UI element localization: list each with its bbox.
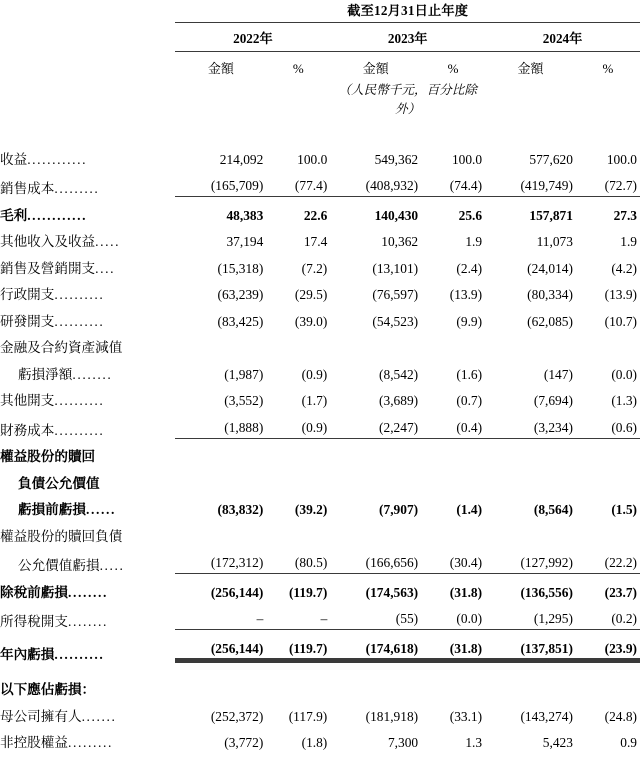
year-header-row bbox=[0, 23, 640, 51]
leader-dots: ..... bbox=[99, 558, 125, 573]
cell-amount-2022: (172,312) bbox=[175, 545, 266, 575]
cell-amount-2022: (83,832) bbox=[217, 502, 264, 517]
cell-amount-2023: (408,932) bbox=[330, 168, 421, 198]
cell-amount-2022: (83,425) bbox=[217, 313, 264, 329]
cell-amount-2024: 157,871 bbox=[529, 207, 573, 223]
cell-percent-2022: (77.4) bbox=[266, 168, 330, 198]
cell-percent-2024: (72.7) bbox=[576, 168, 640, 198]
cell-amount-2023 bbox=[330, 465, 421, 492]
table-row bbox=[0, 725, 640, 752]
subheader-amount-2023: 金額 bbox=[362, 61, 389, 76]
cell-percent-2024: 100.0 bbox=[606, 151, 637, 167]
year-header-2023: 2023年 bbox=[387, 31, 428, 46]
table-row bbox=[0, 465, 640, 492]
cell-amount-2022: (252,372) bbox=[210, 708, 264, 724]
cell-percent-2023: (74.4) bbox=[421, 168, 485, 198]
cell-amount-2022: (3,772) bbox=[224, 735, 264, 750]
cell-percent-2024: (23.7) bbox=[604, 584, 637, 600]
subheader-percent-2022: % bbox=[292, 61, 304, 76]
leader-dots: .......... bbox=[54, 646, 105, 662]
cell-amount-2022: 48,383 bbox=[226, 207, 264, 223]
cell-percent-2023: 1.3 bbox=[465, 735, 483, 750]
row-label: 年內虧損.......... bbox=[0, 646, 105, 662]
cell-percent-2023 bbox=[421, 518, 485, 545]
note-spacer bbox=[0, 78, 175, 119]
note-spacer-2024 bbox=[485, 78, 640, 119]
cell-amount-2022: (256,144) bbox=[210, 584, 264, 600]
cell-percent-2024: 0.9 bbox=[620, 735, 637, 750]
cell-percent-2023: (33.1) bbox=[449, 708, 483, 724]
leader-dots: ......... bbox=[67, 735, 113, 750]
row-label: 公允價值虧損..... bbox=[18, 558, 125, 573]
row-label: 研發開支.......... bbox=[0, 313, 105, 329]
cell-percent-2023: 25.6 bbox=[458, 207, 483, 223]
cell-percent-2023: (0.4) bbox=[421, 409, 485, 439]
cell-percent-2022: (29.5) bbox=[294, 287, 328, 302]
cell-amount-2022 bbox=[175, 330, 266, 357]
cell-amount-2023: (54,523) bbox=[372, 313, 419, 329]
subheader-spacer bbox=[0, 52, 175, 78]
cell-amount-2022: 214,092 bbox=[219, 151, 264, 167]
leader-dots: .......... bbox=[54, 422, 105, 438]
cell-amount-2023: (3,689) bbox=[379, 393, 419, 408]
cell-amount-2024 bbox=[485, 465, 576, 492]
table-row bbox=[0, 601, 640, 631]
row-label: 財務成本.......... bbox=[0, 422, 105, 438]
period-title: 截至12月31日止年度 bbox=[347, 3, 469, 18]
row-label: 負債公允價值 bbox=[18, 475, 100, 491]
cell-percent-2023 bbox=[421, 465, 485, 492]
table-row bbox=[0, 698, 640, 725]
cell-amount-2022: – bbox=[175, 601, 266, 631]
cell-amount-2022: (3,552) bbox=[224, 393, 264, 408]
row-label: 母公司擁有人....... bbox=[0, 708, 117, 724]
cell-percent-2022 bbox=[266, 465, 330, 492]
row-label: 銷售成本......... bbox=[0, 181, 100, 196]
cell-amount-2023: (181,918) bbox=[365, 708, 419, 724]
cell-percent-2024 bbox=[576, 465, 640, 492]
cell-percent-2022: (119.7) bbox=[266, 630, 330, 663]
cell-percent-2022: 100.0 bbox=[297, 151, 328, 167]
cell-percent-2022 bbox=[266, 439, 330, 466]
cell-percent-2022: (117.9) bbox=[288, 708, 328, 724]
cell-amount-2024 bbox=[485, 330, 576, 357]
table-row bbox=[0, 197, 640, 224]
table-row bbox=[0, 330, 640, 357]
cell-percent-2023: (13.9) bbox=[449, 287, 483, 302]
table-row bbox=[0, 250, 640, 277]
header-spacer bbox=[0, 0, 175, 22]
leader-dots: ............ bbox=[27, 151, 88, 167]
row-label: 收益............ bbox=[0, 151, 88, 167]
leader-dots: ..... bbox=[95, 234, 121, 249]
table-row bbox=[0, 545, 640, 575]
subheader-amount-2024: 金額 bbox=[517, 61, 544, 76]
cell-percent-2023: (0.0) bbox=[421, 601, 485, 631]
subheader-amount-2022: 金額 bbox=[207, 61, 234, 76]
cell-percent-2024: (24.8) bbox=[604, 708, 637, 724]
cell-amount-2024: (127,992) bbox=[485, 545, 576, 575]
cell-percent-2022: (0.9) bbox=[301, 366, 328, 382]
table-row bbox=[0, 383, 640, 410]
row-label: 虧損前虧損...... bbox=[18, 502, 116, 517]
cell-amount-2023: (166,656) bbox=[330, 545, 421, 575]
period-title-row bbox=[0, 0, 640, 22]
cell-percent-2022: (1.7) bbox=[301, 393, 328, 408]
cell-amount-2022: (1,888) bbox=[175, 409, 266, 439]
subheader-percent-2024: % bbox=[602, 61, 614, 76]
table-row bbox=[0, 303, 640, 330]
column-subheader-row bbox=[0, 52, 640, 78]
cell-amount-2023: (76,597) bbox=[372, 287, 419, 302]
cell-amount-2023: (7,907) bbox=[379, 502, 419, 517]
cell-percent-2024: (1.3) bbox=[611, 393, 637, 408]
cell-percent-2024 bbox=[576, 439, 640, 466]
cell-amount-2023: (2,247) bbox=[330, 409, 421, 439]
cell-amount-2023: 7,300 bbox=[387, 735, 419, 750]
cell-percent-2023 bbox=[421, 330, 485, 357]
table-body bbox=[0, 141, 640, 751]
row-label: 虧損淨額........ bbox=[18, 366, 113, 382]
table-row bbox=[0, 224, 640, 251]
table-row bbox=[0, 630, 640, 663]
row-gap bbox=[0, 663, 640, 672]
cell-amount-2024: 11,073 bbox=[536, 234, 573, 249]
cell-percent-2024: (0.6) bbox=[576, 409, 640, 439]
table-row bbox=[0, 141, 640, 168]
cell-percent-2023: (31.8) bbox=[449, 584, 483, 600]
cell-percent-2024: (1.5) bbox=[611, 502, 637, 517]
cell-amount-2024: (24,014) bbox=[527, 260, 573, 276]
cell-percent-2022: 22.6 bbox=[303, 207, 328, 223]
cell-percent-2024: (10.7) bbox=[604, 313, 637, 329]
cell-amount-2024: (8,564) bbox=[533, 502, 573, 517]
row-label: 行政開支.......... bbox=[0, 287, 105, 302]
cell-percent-2024: 27.3 bbox=[613, 207, 637, 223]
cell-amount-2022: (63,239) bbox=[217, 287, 264, 302]
cell-amount-2023: 549,362 bbox=[374, 151, 419, 167]
cell-amount-2022 bbox=[175, 465, 266, 492]
cell-amount-2023 bbox=[330, 672, 421, 699]
row-label: 權益股份的贖回負債 bbox=[0, 528, 123, 544]
cell-percent-2022: (39.2) bbox=[294, 502, 328, 517]
currency-note: （人民幣千元，百分比除外） bbox=[338, 83, 477, 116]
table-row bbox=[0, 356, 640, 383]
subheader-percent-2023: % bbox=[447, 61, 459, 76]
cell-amount-2023: (13,101) bbox=[372, 260, 419, 276]
cell-amount-2024: 5,423 bbox=[542, 735, 573, 750]
cell-amount-2022 bbox=[175, 672, 266, 699]
table-row bbox=[0, 492, 640, 519]
row-label: 非控股權益......... bbox=[0, 735, 113, 750]
cell-amount-2023: (174,563) bbox=[365, 584, 419, 600]
cell-percent-2023: 1.9 bbox=[465, 234, 483, 249]
row-label: 權益股份的贖回 bbox=[0, 449, 96, 464]
cell-percent-2022: – bbox=[266, 601, 330, 631]
cell-percent-2022: (80.5) bbox=[266, 545, 330, 575]
cell-percent-2024: (0.0) bbox=[611, 366, 637, 382]
cell-amount-2024 bbox=[485, 672, 576, 699]
cell-amount-2024: (419,749) bbox=[485, 168, 576, 198]
table-row bbox=[0, 277, 640, 304]
leader-dots: ........ bbox=[67, 584, 108, 600]
leader-dots: ........ bbox=[67, 614, 108, 629]
row-label: 毛利............ bbox=[0, 207, 88, 223]
cell-percent-2023 bbox=[421, 672, 485, 699]
cell-percent-2023: (0.7) bbox=[456, 393, 483, 408]
cell-amount-2023 bbox=[330, 439, 421, 466]
cell-amount-2022 bbox=[175, 439, 266, 466]
cell-amount-2023: (174,618) bbox=[330, 630, 421, 663]
leader-dots: ............ bbox=[27, 207, 88, 223]
cell-percent-2023 bbox=[421, 439, 485, 466]
leader-dots: .... bbox=[95, 260, 116, 276]
cell-percent-2023: (30.4) bbox=[421, 545, 485, 575]
cell-percent-2024: 1.9 bbox=[620, 234, 637, 249]
row-label: 其他開支.......... bbox=[0, 393, 105, 408]
cell-percent-2023: (9.9) bbox=[456, 313, 483, 329]
year-header-2024: 2024年 bbox=[542, 31, 583, 46]
cell-percent-2023: (1.6) bbox=[456, 366, 483, 382]
row-label: 除稅前虧損........ bbox=[0, 584, 108, 600]
row-label: 所得稅開支........ bbox=[0, 614, 108, 629]
row-label: 金融及合約資產減值 bbox=[0, 340, 123, 355]
cell-percent-2024: (22.2) bbox=[576, 545, 640, 575]
cell-amount-2022: 37,194 bbox=[226, 234, 264, 249]
leader-dots: .......... bbox=[54, 313, 105, 329]
year-header-2022: 2022年 bbox=[233, 31, 273, 46]
cell-percent-2024 bbox=[576, 518, 640, 545]
cell-percent-2023: (31.8) bbox=[421, 630, 485, 663]
cell-percent-2022: 17.4 bbox=[303, 234, 328, 249]
cell-amount-2024: (3,234) bbox=[485, 409, 576, 439]
cell-amount-2024: (143,274) bbox=[520, 708, 573, 724]
cell-amount-2023: 10,362 bbox=[381, 234, 419, 249]
table-row bbox=[0, 672, 640, 699]
cell-percent-2022: (0.9) bbox=[266, 409, 330, 439]
cell-amount-2023: 140,430 bbox=[374, 207, 419, 223]
cell-percent-2024 bbox=[576, 330, 640, 357]
leader-dots: ...... bbox=[85, 502, 116, 517]
table-row bbox=[0, 168, 640, 198]
cell-amount-2022: (15,318) bbox=[217, 260, 264, 276]
cell-amount-2024: (80,334) bbox=[527, 287, 573, 302]
leader-dots: .......... bbox=[54, 393, 105, 408]
table-header bbox=[0, 0, 640, 141]
currency-note-row bbox=[0, 78, 640, 119]
cell-amount-2023: (55) bbox=[330, 601, 421, 631]
cell-amount-2024: (62,085) bbox=[527, 313, 573, 329]
cell-amount-2023 bbox=[330, 518, 421, 545]
cell-percent-2023: 100.0 bbox=[451, 151, 483, 167]
cell-percent-2022 bbox=[266, 330, 330, 357]
year-spacer bbox=[0, 23, 175, 51]
table-row bbox=[0, 439, 640, 466]
cell-amount-2024 bbox=[485, 439, 576, 466]
leader-dots: ....... bbox=[81, 708, 117, 724]
table-row bbox=[0, 518, 640, 545]
row-label: 以下應佔虧損： bbox=[0, 682, 96, 697]
cell-amount-2023: (8,542) bbox=[379, 366, 419, 382]
cell-percent-2022 bbox=[266, 518, 330, 545]
cell-amount-2022: (1,987) bbox=[224, 366, 264, 382]
cell-percent-2022: (39.0) bbox=[294, 313, 328, 329]
cell-amount-2024: (136,556) bbox=[520, 584, 573, 600]
cell-amount-2022: (256,144) bbox=[175, 630, 266, 663]
leader-dots: ........ bbox=[72, 366, 113, 382]
row-label: 銷售及營銷開支.... bbox=[0, 260, 116, 276]
cell-percent-2024: (0.2) bbox=[576, 601, 640, 631]
cell-amount-2024: (1,295) bbox=[485, 601, 576, 631]
cell-percent-2022: (1.8) bbox=[301, 735, 328, 750]
cell-amount-2023 bbox=[330, 330, 421, 357]
table-row bbox=[0, 574, 640, 601]
cell-percent-2022 bbox=[266, 672, 330, 699]
cell-percent-2024: (4.2) bbox=[611, 260, 637, 276]
cell-amount-2022: (165,709) bbox=[175, 168, 266, 198]
cell-amount-2024: (147) bbox=[543, 366, 573, 382]
row-label: 其他收入及收益..... bbox=[0, 234, 121, 249]
leader-dots: .......... bbox=[54, 287, 105, 302]
cell-amount-2024 bbox=[485, 518, 576, 545]
cell-percent-2023: (1.4) bbox=[456, 502, 483, 517]
cell-percent-2024: (23.9) bbox=[576, 630, 640, 663]
cell-amount-2024: 577,620 bbox=[529, 151, 573, 167]
cell-percent-2024 bbox=[576, 672, 640, 699]
cell-percent-2022: (7.2) bbox=[301, 260, 328, 276]
header-body-gap bbox=[0, 119, 640, 141]
cell-amount-2022 bbox=[175, 518, 266, 545]
cell-percent-2022: (119.7) bbox=[288, 584, 328, 600]
cell-percent-2023: (2.4) bbox=[456, 260, 483, 276]
table-row bbox=[0, 409, 640, 439]
cell-amount-2024: (7,694) bbox=[533, 393, 573, 408]
note-spacer-2022 bbox=[175, 78, 330, 119]
leader-dots: ......... bbox=[54, 181, 100, 196]
cell-percent-2024: (13.9) bbox=[604, 287, 637, 302]
cell-amount-2024: (137,851) bbox=[485, 630, 576, 663]
